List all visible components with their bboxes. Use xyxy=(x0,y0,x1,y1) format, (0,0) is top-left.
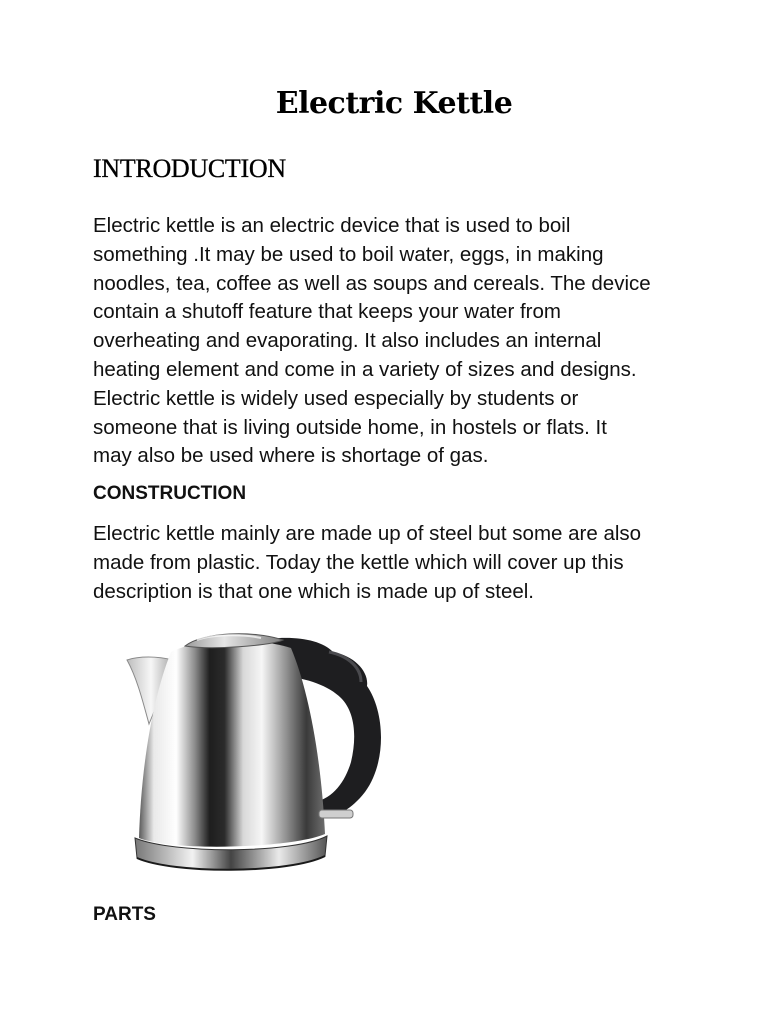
parts-heading: PARTS xyxy=(93,904,156,925)
text-line: Electric kettle mainly are made up of steel but some are also xyxy=(93,522,642,545)
text-line: may also be used where is shortage of gas. xyxy=(93,444,489,468)
document-title: Electric Kettle xyxy=(275,86,513,121)
text-line: description is that one which is made up of steel. xyxy=(93,579,534,603)
text-line: made from plastic. Today the kettle which will cover up this xyxy=(93,550,624,574)
kettle-switch xyxy=(319,810,353,818)
introduction-heading: INTRODUCTION xyxy=(93,154,286,183)
text-line: noodles, tea, coffee as well as soups and cereals. The device xyxy=(93,271,651,295)
text-line: overheating and evaporating. It also includes an internal xyxy=(93,329,602,353)
text-line: someone that is living outside home, in hostels or flats. It xyxy=(93,415,607,439)
introduction-paragraph xyxy=(93,212,673,471)
text-line: Electric kettle is widely used especially by students or xyxy=(93,386,579,410)
kettle-photo xyxy=(93,612,405,892)
text-line: heating element and come in a variety of sizes and designs. xyxy=(93,357,637,381)
text-line: Electric kettle is an electric device that is used to boil xyxy=(93,214,571,237)
construction-paragraph xyxy=(93,520,673,606)
construction-heading: CONSTRUCTION xyxy=(93,483,247,504)
text-line: contain a shutoff feature that keeps your water from xyxy=(93,300,561,324)
kettle-body xyxy=(139,641,325,847)
text-line: something .It may be used to boil water, eggs, in making xyxy=(93,242,604,266)
